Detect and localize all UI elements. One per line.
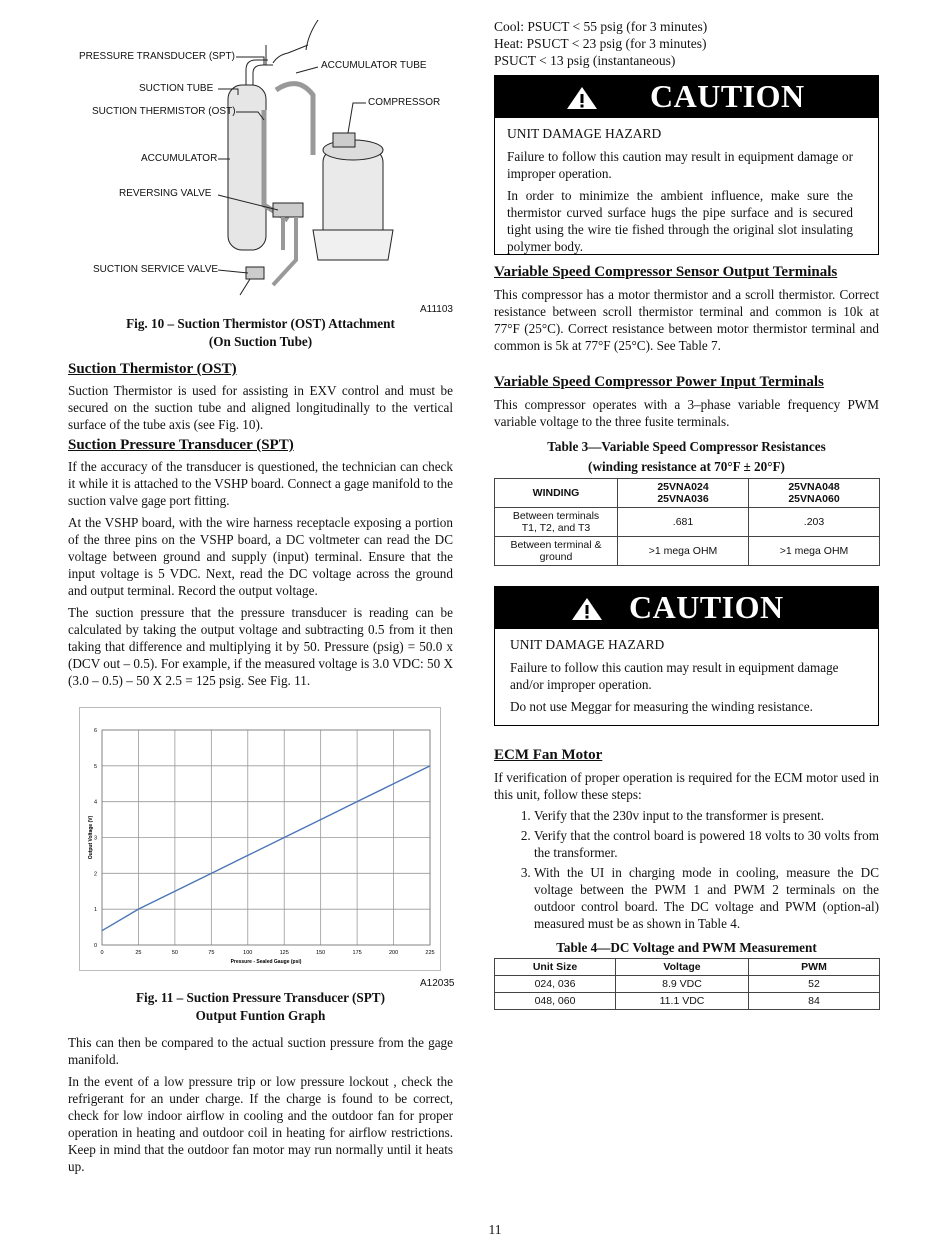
caution-text-1b: In order to minimize the ambient influence, make sure the thermistor curved surface hugs the pipe surface and is secured tight using the wire tie fished through the original slot insulating polymer body. <box>507 188 853 254</box>
caution-text-1a: Failure to follow this caution may result in equipment damage or improper operation. <box>507 149 853 181</box>
label-reversing-valve: REVERSING VALVE <box>119 188 212 199</box>
table3-title <box>494 437 879 477</box>
heading-ecm: ECM Fan Motor <box>494 747 603 763</box>
caution-title-1: UNIT DAMAGE HAZARD <box>507 126 662 141</box>
t3-header-col3: 25VNA048 25VNA060 <box>749 479 880 508</box>
ecm-steps <box>494 807 879 932</box>
caution-word-1: CAUTION <box>650 78 805 114</box>
y-tick-label: 6 <box>93 728 97 734</box>
page-number: 11 <box>488 1222 502 1237</box>
t3-r2-winding: Between terminal & ground <box>495 537 618 566</box>
psuct-lines <box>494 18 879 69</box>
table-row <box>495 993 880 1010</box>
section-after <box>68 1034 453 1180</box>
fig11-caption-line1: Fig. 11 – Suction Pressure Transducer (SPT) <box>136 990 385 1005</box>
t4-r2-voltage: 11.1 VDC <box>616 993 749 1010</box>
x-tick-label: 50 <box>171 950 178 956</box>
output-function-chart <box>80 708 440 970</box>
table3 <box>494 478 880 566</box>
x-tick-label: 225 <box>425 950 435 956</box>
heading-spt: Suction Pressure Transducer (SPT) <box>68 437 294 453</box>
fig10-caption-line2: (On Suction Tube) <box>208 334 313 349</box>
fig11-code: A12035 <box>420 978 455 989</box>
psuct-instant: PSUCT < 13 psig (instantaneous) <box>494 53 676 68</box>
label-suction-tube: SUCTION TUBE <box>139 83 214 94</box>
heading-power: Variable Speed Compressor Power Input Terminals <box>494 374 824 390</box>
x-tick-label: 150 <box>316 950 326 956</box>
text-sensor: This compressor has a motor thermistor and a scroll thermistor. Correct resistance between scroll thermistor terminal and common is 10k at 77°F (25°C). Correct resistance between motor thermistor terminal and common is 5k at 77°F (25°C). See Table 7. <box>494 287 879 353</box>
psuct-heat: Heat: PSUCT < 23 psig (for 3 minutes) <box>494 36 707 51</box>
t4-r1-pwm: 52 <box>749 976 880 993</box>
caution-text-2a: Failure to follow this caution may result in equipment damage and/or improper operation. <box>510 660 839 692</box>
fig10-caption <box>68 315 453 351</box>
caution-body-2 <box>495 629 878 726</box>
x-tick-label: 125 <box>279 950 289 956</box>
y-axis-label: Output Voltage (V) <box>88 815 94 860</box>
y-tick-label: 2 <box>93 871 97 878</box>
table4 <box>494 958 880 1010</box>
t3-r1-col2: .681 <box>618 508 749 537</box>
caution-body-1 <box>495 118 878 266</box>
list-item: 3. With the UI in charging mode in cooling, measure the DC voltage between the PWM 1 and PWM 2 terminals on the outdoor control board. The DC voltage and PWM (option-al) measured must be as shown in Table 4. <box>534 864 879 932</box>
t4-r1-unit: 024, 036 <box>495 976 616 993</box>
text-after-2: In the event of a low pressure trip or low pressure lockout , check the refrigerant for an under charge. If the charge is found to be correct, check for low indoor airflow in cooling and the outdoor fan for proper operation in heating and outdoor coil in heating for airflow restrictions. Keep in mind that the outdoor fan motor may run normally until it heats up. <box>68 1074 453 1174</box>
table-row <box>495 537 880 566</box>
t4-r2-pwm: 84 <box>749 993 880 1010</box>
heading-sensor: Variable Speed Compressor Sensor Output Terminals <box>494 264 838 280</box>
caution-word-2: CAUTION <box>629 589 784 625</box>
warning-triangle-icon <box>570 596 604 622</box>
text-spt-3: The suction pressure that the pressure transducer is reading can be calculated by taking the output voltage and subtracting 0.5 from it then taking that difference and multiplying it by 50. Pressure (psig) = 50.0 x (DCV out – 0.5). For example, if the measured voltage is 3.0 VDC: 50 X (3.0 – 0.5) – 50 X 2.5 = 125 psig. See Fig. 11. <box>68 605 453 688</box>
label-accumulator-tube: ACCUMULATOR TUBE <box>321 60 427 71</box>
y-tick-label: 1 <box>93 907 97 914</box>
fig11-caption-line2: Output Funtion Graph <box>195 1008 326 1023</box>
caution-title-2: UNIT DAMAGE HAZARD <box>510 637 665 652</box>
label-suction-thermistor: SUCTION THERMISTOR (OST) <box>92 106 236 117</box>
t3-r1-col3: .203 <box>749 508 880 537</box>
t3-r2-col3: >1 mega OHM <box>749 537 880 566</box>
psuct-cool: Cool: PSUCT < 55 psig (for 3 minutes) <box>494 19 708 34</box>
label-accumulator: ACCUMULATOR <box>141 153 218 164</box>
label-compressor: COMPRESSOR <box>368 97 441 108</box>
label-pressure-transducer: PRESSURE TRANSDUCER (SPT) <box>79 51 235 62</box>
t3-header-winding: WINDING <box>495 479 618 508</box>
section-ost <box>68 361 453 438</box>
list-item: 1. Verify that the 230v input to the transformer is present. <box>534 807 879 824</box>
section-spt <box>68 437 453 694</box>
caution-box-1 <box>494 75 879 255</box>
x-tick-label: 200 <box>388 950 399 956</box>
series-line <box>102 766 430 931</box>
warning-triangle-icon <box>565 85 599 111</box>
y-tick-label: 0 <box>93 943 97 949</box>
y-tick-label: 5 <box>93 763 97 770</box>
x-axis-label: Pressure - Sealed Gauge (psi) <box>230 959 302 965</box>
fig10-caption-line1: Fig. 10 – Suction Thermistor (OST) Attachment <box>126 316 395 331</box>
fig10-illustration <box>68 15 458 315</box>
t4-header-voltage: Voltage <box>616 959 749 976</box>
text-after-1: This can then be compared to the actual suction pressure from the gage manifold. <box>68 1035 453 1067</box>
heading-ost: Suction Thermistor (OST) <box>68 361 237 377</box>
text-ost: Suction Thermistor is used for assisting in EXV control and must be secured on the suction tube and aligned longitudinally to the vertical surface of the tube axis (see Fig. 10). <box>68 383 453 432</box>
label-suction-service-valve: SUCTION SERVICE VALVE <box>93 264 219 275</box>
x-tick-label: 75 <box>208 950 215 956</box>
table4-title: Table 4—DC Voltage and PWM Measurement <box>556 940 817 955</box>
x-tick-label: 175 <box>352 950 362 956</box>
t3-r1-winding: Between terminals T1, T2, and T3 <box>495 508 618 537</box>
t4-header-pwm: PWM <box>749 959 880 976</box>
text-power: This compressor operates with a 3–phase variable frequency PWM variable voltage to the three fusite terminals. <box>494 397 879 429</box>
table-row <box>495 508 880 537</box>
section-sensor <box>494 264 879 359</box>
x-tick-label: 100 <box>243 950 253 956</box>
t3-r2-col2: >1 mega OHM <box>618 537 749 566</box>
text-spt-2: At the VSHP board, with the wire harness receptacle exposing a portion of the three pins on the VSHP board, a DC voltmeter can read the DC voltage between ground and supply (input) terminal. Ensure that the input voltage is 5 VDC. Next, read the DC voltage across the ground and output terminal. Record the output voltage. <box>68 515 453 598</box>
t4-r2-unit: 048, 060 <box>495 993 616 1010</box>
t3-header-col2: 25VNA024 25VNA036 <box>618 479 749 508</box>
fig10-code: A11103 <box>420 304 453 315</box>
table-row <box>495 976 880 993</box>
x-tick-label: 0 <box>100 950 104 956</box>
caution-text-2b: Do not use Meggar for measuring the winding resistance. <box>510 699 813 714</box>
y-tick-label: 3 <box>93 835 97 842</box>
t4-r1-voltage: 8.9 VDC <box>616 976 749 993</box>
caution-box-2 <box>494 586 879 726</box>
caution-banner-1 <box>495 76 878 118</box>
section-power <box>494 374 879 435</box>
y-tick-label: 4 <box>93 799 97 806</box>
fig11-caption <box>68 989 453 1025</box>
list-item: 2. Verify that the control board is powered 18 volts to 30 volts from the transformer. <box>534 827 879 861</box>
table3-title-line2: (winding resistance at 70°F ± 20°F) <box>588 459 785 474</box>
text-spt-1: If the accuracy of the transducer is questioned, the technician can check it while it is attached to the VSHP board. Connect a gage manifold to the suction valve gage port fitting. <box>68 459 453 508</box>
table3-title-line1: Table 3—Variable Speed Compressor Resistances <box>547 439 826 454</box>
t4-header-unit: Unit Size <box>495 959 616 976</box>
caution-banner-2 <box>495 587 878 629</box>
section-ecm <box>494 747 879 935</box>
x-tick-label: 25 <box>135 950 142 956</box>
text-ecm-intro: If verification of proper operation is required for the ECM motor used in this unit, follow these steps: <box>494 770 879 802</box>
fig11-chart-frame <box>79 707 441 971</box>
